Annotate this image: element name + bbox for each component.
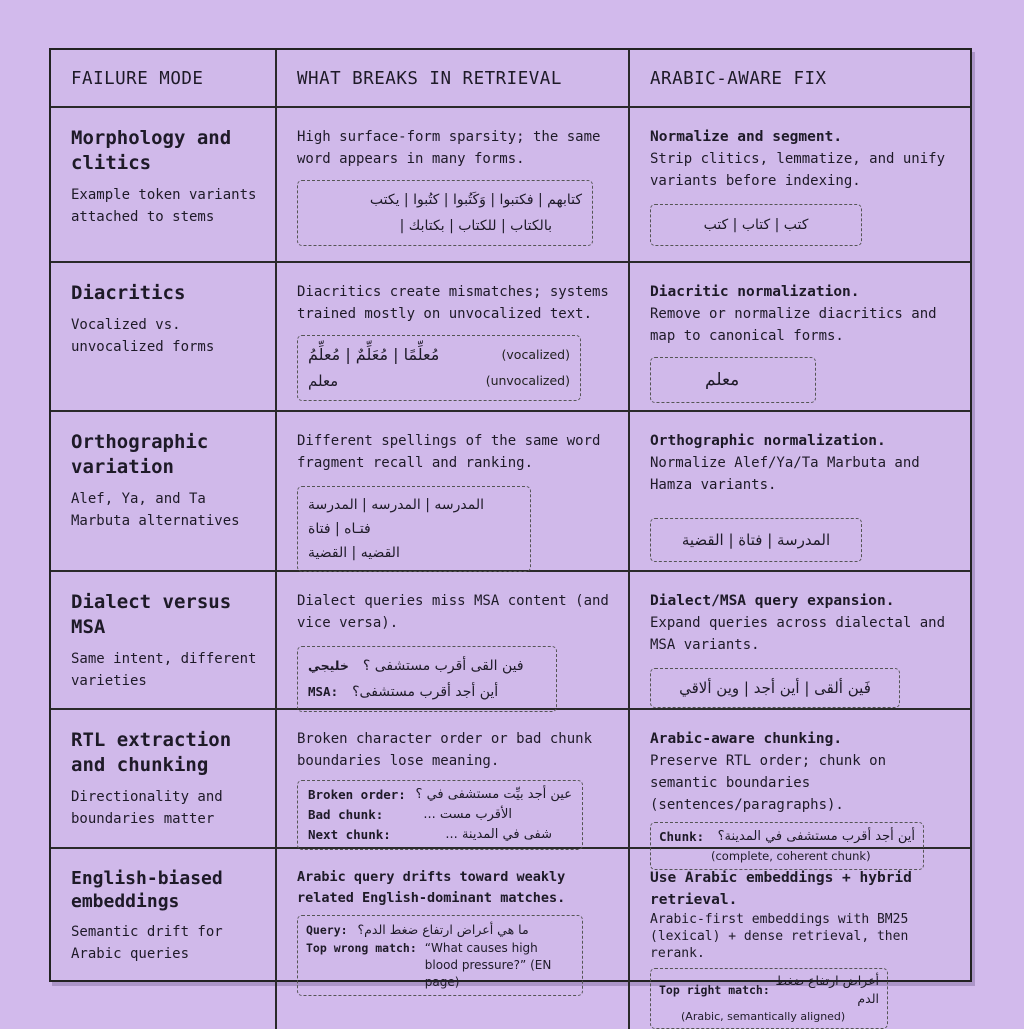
fix-note: (complete, coherent chunk) [711, 849, 871, 863]
comparison-table [49, 48, 972, 1023]
row-diacritics-mode [51, 263, 277, 412]
fix-description: Remove or normalize diacritics and map to canonical forms. [650, 306, 937, 344]
example-line [308, 517, 520, 541]
row-embeddings-breaks [277, 849, 630, 1029]
fix-example-row [659, 827, 915, 847]
header-what-breaks: WHAT BREAKS IN RETRIEVAL [277, 50, 630, 108]
fix-title: Arabic-aware chunking. [650, 731, 843, 747]
row-rtl-mode [51, 710, 277, 849]
row-title: English-biased embeddings [71, 868, 223, 912]
fix-example-box: كتب | كتاب | كتب [650, 204, 862, 246]
row-title: Morphology and clitics [71, 127, 232, 174]
fix-example: معلم [705, 370, 740, 390]
row-morphology-breaks [277, 108, 630, 263]
example-box [297, 646, 557, 712]
row-orthographic-breaks [277, 412, 630, 572]
example-line: مُعلِّمًا | مُعَلِّمٌ | مُعلِّمُ [308, 345, 440, 364]
row-subtitle: Semantic drift for Arabic queries [71, 924, 223, 962]
example-label: خليجي [308, 658, 349, 673]
row-embeddings-mode [51, 849, 277, 1029]
row-dialect-breaks [277, 572, 630, 710]
row-rtl-fix [630, 710, 970, 863]
example-row [308, 342, 570, 368]
example-line: الأقرب مست ... [423, 807, 512, 822]
fix-title: Normalize and segment. [650, 129, 843, 145]
example-label: Bad chunk: [308, 807, 384, 822]
row-rtl-breaks [277, 710, 630, 849]
fix-label: Chunk: [659, 829, 705, 844]
example-row [308, 368, 570, 394]
example-line [308, 541, 520, 565]
row-diacritics-breaks [277, 263, 630, 412]
fix-example-box: فَين ألقى | أين أجد | وين ألاقي [650, 668, 900, 708]
row-subtitle: Directionality and boundaries matter [71, 789, 223, 827]
example-line: ما هي أعراض ارتفاع ضغط الدم؟ [357, 922, 529, 937]
row-title: Orthographic variation [71, 431, 209, 478]
fix-description: Arabic-first embeddings with BM25 (lexical) + dense retrieval, then rerank. [650, 912, 909, 961]
breaks-text: Different spellings of the same word fragment recall and ranking. [297, 433, 601, 471]
example-line [308, 493, 520, 517]
fix-example-box [650, 968, 888, 1029]
breaks-text: Dialect queries miss MSA content (and vice versa). [297, 593, 609, 631]
example-tag: (vocalized) [501, 347, 570, 362]
row-orthographic-mode [51, 412, 277, 572]
fix-label: Top right match: [659, 983, 770, 997]
breaks-text: High surface-form sparsity; the same word appears in many forms. [297, 129, 601, 167]
example-label: Query: [306, 923, 348, 937]
row-orthographic-fix [630, 412, 970, 572]
example-text: القضيه | القضية [308, 545, 400, 561]
example-box [297, 335, 581, 401]
example-row [308, 825, 572, 845]
row-subtitle: Alef, Ya, and Ta Marbuta alternatives [71, 491, 240, 529]
row-title: RTL extraction and chunking [71, 729, 232, 776]
row-dialect-fix [630, 572, 970, 710]
row-subtitle: Example token variants attached to stems [71, 187, 257, 225]
fix-example-box: المدرسة | فتاة | القضية [650, 518, 862, 562]
example-box [297, 780, 583, 850]
fix-note: (Arabic, semantically aligned) [681, 1010, 846, 1023]
example-row [308, 679, 546, 705]
example-label: MSA: [308, 684, 339, 699]
row-morphology-mode [51, 108, 277, 263]
row-title: Dialect versus MSA [71, 591, 232, 638]
row-subtitle: Vocalized vs. unvocalized forms [71, 317, 215, 355]
example-row [306, 920, 574, 940]
row-embeddings-fix [630, 849, 970, 1029]
fix-description: Expand queries across dialectal and MSA variants. [650, 615, 946, 653]
example-row [308, 653, 546, 679]
fix-description: Strip clitics, lemmatize, and unify variants before indexing. [650, 151, 946, 189]
example-line: عين أجد بيِّت مستشفى في ؟ [415, 787, 572, 802]
fix-example: أين أجد أقرب مستشفى في المدينة؟ [717, 829, 915, 844]
example-line: شفى في المدينة ... [445, 827, 552, 842]
row-diacritics-fix [630, 263, 970, 412]
row-morphology-fix [630, 108, 970, 263]
example-line: بالكتاب | للكتاب | بكتابك | [399, 218, 552, 234]
example-row [308, 805, 572, 825]
example-text: المدرسه | المدرسه | المدرسة [308, 497, 485, 513]
example-line: معلم [308, 372, 339, 390]
fix-title: Dialect/MSA query expansion. [650, 593, 895, 609]
example-text: فتـاه | فتاة [308, 521, 371, 537]
fix-title: Use Arabic embeddings + hybrid retrieval. [650, 870, 912, 908]
example-line: فين القى أقرب مستشفى ؟ [362, 658, 524, 674]
example-tag: (unvocalized) [485, 373, 570, 388]
example-box [297, 915, 583, 996]
example-box [297, 180, 593, 246]
row-subtitle: Same intent, different varieties [71, 651, 257, 689]
example-label: Broken order: [308, 787, 406, 802]
example-box [297, 486, 531, 572]
example-line: “What causes high blood pressure?” (EN page) [424, 941, 552, 989]
fix-title: Orthographic normalization. [650, 433, 886, 449]
example-row [308, 785, 572, 805]
breaks-text: Broken character order or bad chunk boundaries lose meaning. [297, 731, 593, 769]
fix-example-box [650, 357, 816, 403]
row-title: Diacritics [71, 282, 186, 304]
fix-example: أعراض ارتفاع ضغط الدم [775, 973, 879, 1006]
breaks-text: Arabic query drifts toward weakly related English-dominant matches. [297, 869, 566, 906]
fix-description: Normalize Alef/Ya/Ta Marbuta and Hamza variants. [650, 455, 920, 493]
breaks-text: Diacritics create mismatches; systems trained mostly on unvocalized text. [297, 284, 609, 322]
example-row [306, 940, 574, 991]
header-arabic-fix: ARABIC-AWARE FIX [630, 50, 970, 108]
example-label: Top wrong match: [306, 941, 417, 955]
row-dialect-mode [51, 572, 277, 710]
header-failure-mode: FAILURE MODE [51, 50, 277, 108]
example-line: كتابهم | فكتبوا | وَكَتُبوا | كتُبوا | يكتب [369, 192, 582, 208]
fix-title: Diacritic normalization. [650, 284, 860, 300]
fix-example-row [659, 972, 879, 1008]
example-label: Next chunk: [308, 827, 391, 842]
fix-description: Preserve RTL order; chunk on semantic boundaries (sentences/paragraphs). [650, 753, 887, 813]
example-line: أين أجد أقرب مستشفى؟ [352, 684, 499, 700]
